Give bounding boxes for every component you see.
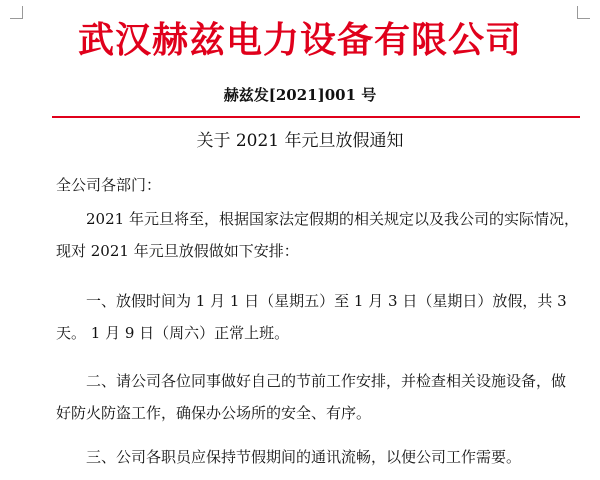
paragraph-item-1: [56, 290, 592, 344]
paragraph-line: 一、放假时间为 1 月 1 日（星期五）至 1 月 3 日（星期日）放假，共 3: [56, 292, 567, 310]
paragraph-line: 好防火防盗工作，确保办公场所的安全、有序。: [56, 404, 372, 422]
paragraph-item-2: [56, 370, 592, 424]
salutation: 全公司各部门：: [56, 176, 162, 194]
paragraph-line: 天。 1 月 9 日（周六）正常上班。: [56, 324, 290, 342]
paragraph-line: 2021 年元旦将至，根据国家法定假期的相关规定以及我公司的实际情况，: [56, 210, 579, 228]
paragraph-item-3: [56, 446, 592, 468]
paragraph-line: 二、请公司各位同事做好自己的节前工作安排，并检查相关设施设备，做: [56, 372, 567, 390]
document-number: 赫兹发[2021]001 号: [223, 86, 377, 104]
paragraph-line: 三、公司各职员应保持节假期间的通讯流畅，以便公司工作需要。: [56, 448, 522, 466]
paragraph-intro: [56, 208, 592, 262]
letterhead-red-rule: [52, 116, 580, 118]
letterhead-org-name: 武汉赫兹电力设备有限公司: [77, 19, 522, 61]
notice-title: 关于 2021 年元旦放假通知: [196, 131, 404, 151]
paragraph-line: 现对 2021 年元旦放假做如下安排：: [56, 242, 299, 260]
